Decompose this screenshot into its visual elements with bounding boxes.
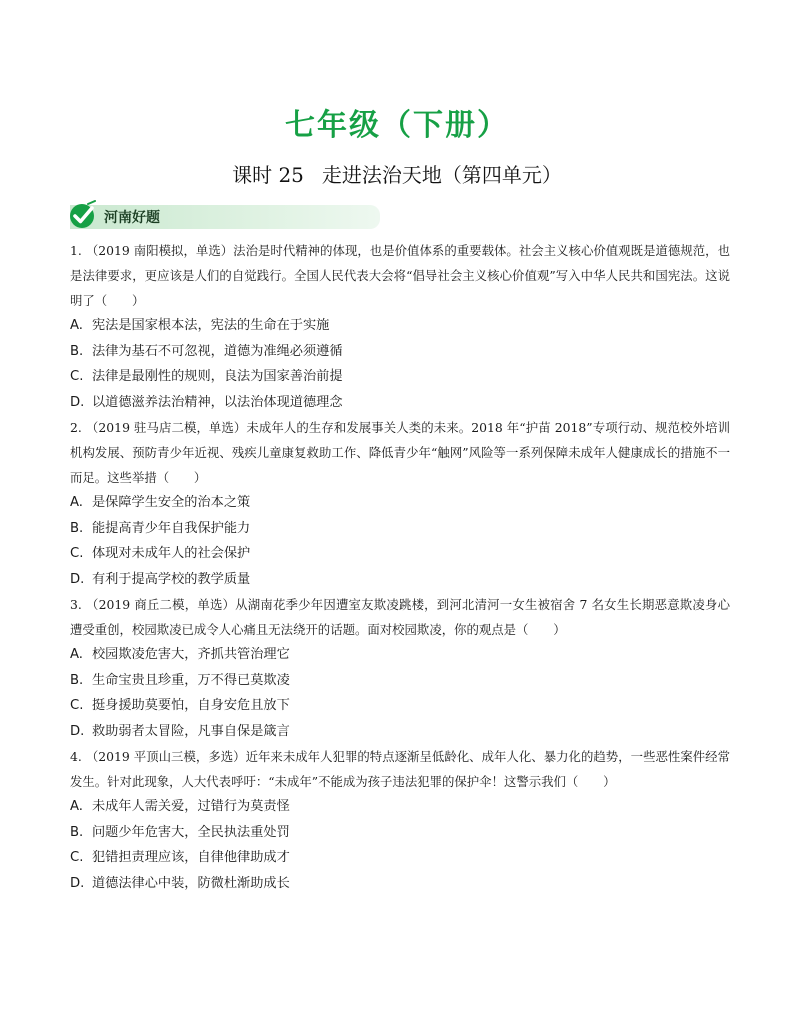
question-number: 4.	[70, 749, 82, 764]
question-text: （2019 南阳模拟，单选）法治是时代精神的体现，也是价值体系的重要载体。社会主义核心价值观既是道德规范，也是法律要求，更应该是人们的自觉践行。全国人民代表大会将“倡导社会主义核心价值观”写入中华人民共和国宪法。这说明了（ ）	[70, 243, 730, 308]
option-d: D. 有利于提高学校的教学质量	[70, 571, 251, 587]
question-4	[70, 744, 730, 896]
question-stem	[70, 238, 730, 313]
page-title: 七年级（下册）	[285, 108, 509, 143]
option-a: A. 宪法是国家根本法，宪法的生命在于实施	[70, 318, 330, 333]
question-text: （2019 驻马店二模，单选）未成年人的生存和发展事关人类的未来。2018 年“护苗 2018”专项行动、规范校外培训机构发展、预防青少年近视、残疾儿童康复救助工作、降低青少年“触网”风险等一系列保障未成年人健康成长的措施不一而足。这些举措（ ）	[70, 420, 730, 485]
question-stem	[70, 744, 730, 794]
option-c: C. 体现对未成年人的社会保护	[70, 546, 251, 561]
question-text: （2019 商丘二模，单选）从湖南花季少年因遭室友欺凌跳楼，到河北清河一女生被宿舍 7 名女生长期恶意欺凌身心遭受重创，校园欺凌已成令人心痛且无法绕开的话题。面对校园欺凌，你的观点是（ ）	[70, 597, 730, 637]
option-d: D. 以道德滋养法治精神，以法治体现道德理念	[70, 394, 343, 410]
question-2	[70, 415, 730, 592]
option-c: C. 犯错担责理应该，自律他律助成才	[70, 850, 290, 865]
question-number: 2.	[70, 420, 82, 435]
question-stem	[70, 592, 730, 642]
option-d: D. 道德法律心中装，防微杜渐助成长	[70, 875, 290, 891]
option-b: B. 能提高青少年自我保护能力	[70, 520, 251, 536]
question-list	[70, 238, 730, 896]
question-stem	[70, 415, 730, 490]
question-text: （2019 平顶山三模，多选）近年来未成年人犯罪的特点逐渐呈低龄化、成年人化、暴力化的趋势，一些恶性案件经常发生。针对此现象，人大代表呼吁：“未成年”不能成为孩子违法犯罪的保护伞！这警示我们（ ）	[70, 749, 730, 789]
option-a: A. 校园欺凌危害大，齐抓共管治理它	[70, 647, 290, 662]
option-d: D. 救助弱者太冒险，凡事自保是箴言	[70, 723, 290, 739]
option-b: B. 法律为基石不可忽视，道德为准绳必须遵循	[70, 343, 343, 359]
question-number: 1.	[70, 243, 82, 258]
option-c: C. 挺身援助莫要怕，自身安危且放下	[70, 698, 290, 713]
option-c: C. 法律是最刚性的规则，良法为国家善治前提	[70, 369, 343, 384]
option-b: B. 生命宝贵且珍重，万不得已莫欺凌	[70, 672, 290, 688]
option-b: B. 问题少年危害大，全民执法重处罚	[70, 824, 290, 840]
section-label: 河南好题	[104, 210, 160, 226]
checkmark-icon	[68, 200, 98, 230]
option-a: A. 未成年人需关爱，过错行为莫责怪	[70, 799, 290, 814]
lesson-topic: 走进法治天地（第四单元）	[321, 163, 562, 187]
lesson-subtitle	[0, 159, 794, 188]
option-a: A. 是保障学生安全的治本之策	[70, 495, 251, 510]
question-3	[70, 592, 730, 744]
question-number: 3.	[70, 597, 82, 612]
question-1	[70, 238, 730, 415]
lesson-number: 课时 25	[232, 163, 304, 187]
